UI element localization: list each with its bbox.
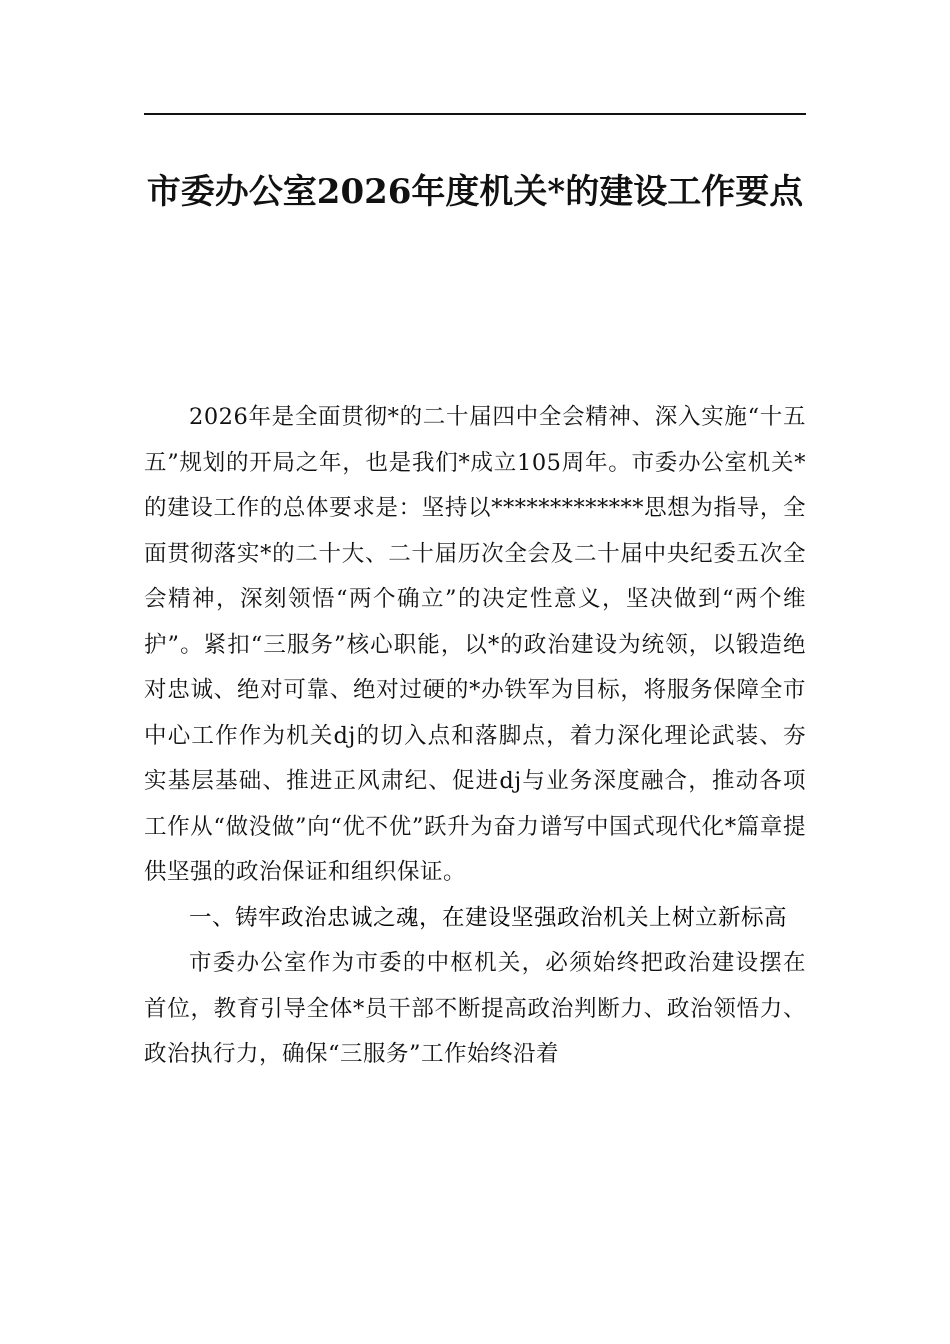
header-rule (144, 113, 806, 115)
section-1-heading: 一、铸牢政治忠诚之魂，在建设坚强政治机关上树立新标高 (189, 904, 788, 931)
section-1-paragraph: 市委办公室作为市委的中枢机关，必须始终把政治建设摆在首位，教育引导全体*员干部不断提高政治判断力、政治领悟力、政治执行力，确保“三服务”工作始终沿着 (144, 950, 806, 1067)
document-body (144, 395, 806, 1078)
document-title: 市委办公室2026年度机关*的建设工作要点 (146, 172, 804, 212)
intro-paragraph: 2026年是全面贯彻*的二十届四中全会精神、深入实施“十五五”规划的开局之年，也是我们*成立105周年。市委办公室机关*的建设工作的总体要求是：坚持以*************思想为指导，全面贯彻落实*的二十大、二十届历次全会及二十届中央纪委五次全会精神，深刻领悟“两个确立”的决定性意义，坚决做到“两个维护”。紧扣“三服务”核心职能，以*的政治建设为统领，以锻造绝对忠诚、绝对可靠、绝对过硬的*办铁军为目标，将服务保障全市中心工作作为机关dj的切入点和落脚点，着力深化理论武装、夯实基层基础、推进正风肃纪、促进dj与业务深度融合，推动各项工作从“做没做”向“优不优”跃升为奋力谱写中国式现代化*篇章提供坚强的政治保证和组织保证。 (144, 404, 806, 885)
